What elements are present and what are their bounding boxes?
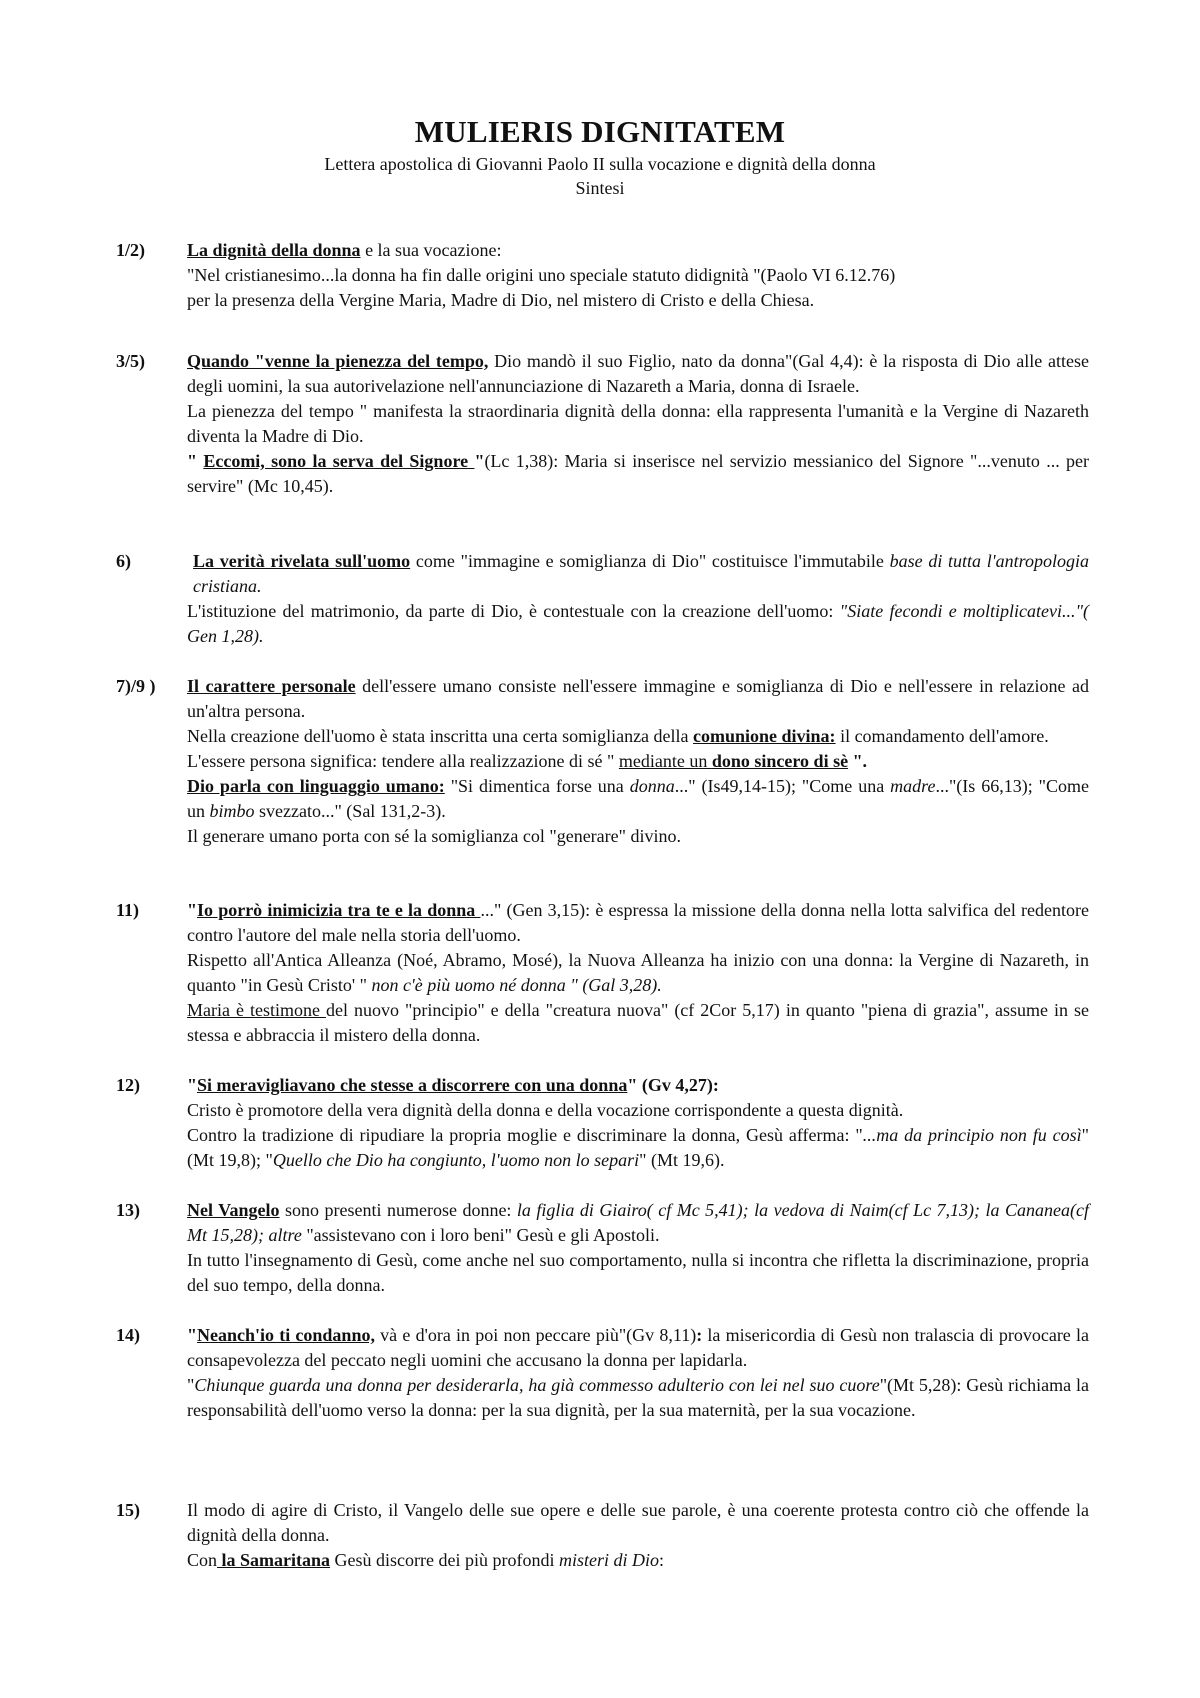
paragraph: [187, 1123, 1089, 1173]
text-run: ..." (Is49,14-15); "Come una: [674, 776, 891, 796]
heading-phrase: La verità rivelata sull'uomo: [193, 551, 411, 571]
text-run: "(Mt 19,8); ": [187, 1125, 1089, 1170]
text-run: Nella creazione dell'uomo è stata inscritta una certa somiglianza della: [187, 726, 694, 746]
section-number: 11): [116, 900, 140, 920]
text-run: ": [187, 1325, 197, 1345]
text-run: non c'è più uomo né donna " (Gal 3,28).: [371, 975, 662, 995]
paragraph: [187, 1198, 1089, 1248]
text-run: donna: [629, 776, 675, 796]
paragraph: [187, 674, 1089, 724]
paragraph: [187, 749, 1089, 774]
text-run: e la sua vocazione:: [360, 240, 502, 260]
text-run: " (Mt 19,6).: [639, 1150, 725, 1170]
heading-phrase: comunione divina:: [693, 726, 836, 746]
heading-phrase: La dignità della donna: [187, 240, 361, 260]
text-run: "assistevano con i loro beni" Gesù e gli Apostoli.: [301, 1225, 660, 1245]
text-run: ..." (Gen 3,15): è espressa la missione della donna nella lotta salvifica del redentore contro l'autore del male nella storia dell'uomo.: [187, 900, 1089, 945]
paragraph: La pienezza del tempo " manifesta la straordinaria dignità della donna: ella rappresenta l'umanità e la Vergine di Nazareth diventa la Madre di Dio.: [187, 401, 1089, 446]
section-text: [187, 238, 1089, 313]
document-subtitle-sintesi: Sintesi: [575, 178, 625, 198]
section-number: 14): [116, 1325, 140, 1345]
text-run: và e d'ora in poi non peccare più"(Gv 8,11): [374, 1325, 697, 1345]
text-run: :: [696, 1325, 703, 1345]
heading-phrase: Dio parla con linguaggio umano:: [187, 776, 445, 796]
section-text: [187, 349, 1089, 499]
paragraph: [187, 238, 1089, 263]
text-run: il comandamento dell'amore.: [835, 726, 1049, 746]
text-run: bimbo: [209, 801, 255, 821]
section-text: [187, 674, 1089, 849]
heading-phrase: Eccomi, sono la serva del Signore: [203, 451, 475, 471]
text-run: misteri di Dio: [558, 1550, 659, 1570]
heading-phrase: Si meravigliavano che stesse a discorrere con una donna: [197, 1075, 628, 1095]
text-run: "(Mt 5,28): Gesù richiama la responsabilità dell'uomo verso la donna: per la sua dignità, per la sua maternità, per la sua vocazione.: [187, 1375, 1089, 1420]
text-run: Quello che Dio ha congiunto, l'uomo non lo separi: [272, 1150, 640, 1170]
paragraph: [187, 1373, 1089, 1423]
text-run: ": [187, 451, 204, 471]
text-run: sono presenti numerose donne:: [279, 1200, 517, 1220]
text-run: :: [659, 1550, 665, 1570]
paragraph: In tutto l'insegnamento di Gesù, come anche nel suo comportamento, nulla si incontra che rifletta la discriminazione, propria del suo tempo, della donna.: [187, 1250, 1089, 1295]
paragraph: [187, 1073, 1089, 1098]
text-run: ": [187, 1075, 197, 1095]
paragraph: [187, 998, 1089, 1048]
heading-phrase: Nel Vangelo: [187, 1200, 280, 1220]
heading-phrase: Io porrò inimicizia tra te e la donna: [197, 900, 481, 920]
section-text: [187, 1073, 1089, 1173]
text-run: L'istituzione del matrimonio, da parte di Dio, è contestuale con la creazione dell'uomo:: [187, 601, 840, 621]
paragraph: [187, 1323, 1089, 1373]
document-title: MULIERIS DIGNITATEM: [414, 114, 786, 149]
heading-phrase: Neanch'io ti condanno,: [197, 1325, 375, 1345]
text-run: Dio mandò il suo Figlio, nato da donna"(Gal 4,4): è la risposta di Dio alle attese degli uomini, la sua autorivelazione nell'annunciazione di Nazareth a Maria, donna di Israele.: [187, 351, 1089, 396]
paragraph: [187, 948, 1089, 998]
text-run: dell'essere umano consiste nell'essere immagine e somiglianza di Dio e nell'essere in relazione ad un'altra persona.: [187, 676, 1089, 721]
document-subtitle: Lettera apostolica di Giovanni Paolo II sulla vocazione e dignità della donna: [324, 154, 876, 174]
text-run: "Si dimentica forse una: [444, 776, 630, 796]
heading-phrase: la Samaritana: [217, 1550, 331, 1570]
section-text: [187, 1198, 1089, 1298]
section-text: [187, 898, 1089, 1048]
text-run: ..."(Is 66,13); "Come un: [187, 776, 1089, 821]
paragraph: Il generare umano porta con sé la somiglianza col "generare" divino.: [187, 826, 681, 846]
text-run: "Siate fecondi e moltiplicatevi..."( Gen 1,28).: [187, 601, 1089, 646]
text-run: del nuovo "principio" e della "creatura nuova" (cf 2Cor 5,17) in quanto "piena di grazia", assume in se stessa e abbraccia il mistero della donna.: [187, 1000, 1089, 1045]
section-text: [187, 1498, 1089, 1573]
text-run: base di tutta l'antropologia cristiana.: [193, 551, 1089, 596]
paragraph: per la presenza della Vergine Maria, Madre di Dio, nel mistero di Cristo e della Chiesa.: [187, 290, 815, 310]
text-run: ": [474, 451, 485, 471]
text-run: ...ma da principio non fu così: [862, 1125, 1082, 1145]
heading-phrase: Quando "venne la pienezza del tempo,: [187, 351, 489, 371]
section-number: 6): [116, 551, 131, 571]
section-number: 13): [116, 1200, 140, 1220]
section-number: 12): [116, 1075, 140, 1095]
section-number: 1/2): [116, 240, 145, 260]
text-run: madre: [890, 776, 936, 796]
text-run: Chiunque guarda una donna per desiderarla, ha già commesso adulterio con lei nel suo cuore: [194, 1375, 880, 1395]
text-run: Rispetto all'Antica Alleanza (Noé, Abramo, Mosé), la Nuova Alleanza ha inizio con una donna: la Vergine di Nazareth, in quanto "in Gesù Cristo' ": [187, 950, 1089, 995]
text-run: svezzato..." (Sal 131,2-3).: [254, 801, 446, 821]
paragraph: [187, 549, 1089, 599]
text-run: Contro la tradizione di ripudiare la propria moglie e discriminare la donna, Gesù afferma: ": [187, 1125, 863, 1145]
text-run: L'essere persona significa: tendere alla realizzazione di sé ": [187, 751, 619, 771]
paragraph: [187, 1548, 1089, 1573]
paragraph: Cristo è promotore della vera dignità della donna e della vocazione corrispondente a questa dignità.: [187, 1100, 904, 1120]
paragraph: [187, 599, 1089, 649]
section-text: [187, 549, 1089, 649]
heading-phrase: Il carattere personale: [187, 676, 356, 696]
underlined-phrase: Maria è testimone: [187, 1000, 326, 1020]
paragraph: [187, 349, 1089, 399]
section-text: [187, 1323, 1089, 1423]
paragraph: "Nel cristianesimo...la donna ha fin dalle origini uno speciale statuto didignità "(Paolo VI 6.12.76): [187, 265, 896, 285]
paragraph: [187, 774, 1089, 824]
text-run: come "immagine e somiglianza di Dio" costituisce l'immutabile: [410, 551, 890, 571]
text-run: la misericordia di Gesù non tralascia di provocare la consapevolezza del peccato negli uomini che accusano la donna per lapidarla.: [187, 1325, 1090, 1370]
section-number: 15): [116, 1500, 140, 1520]
text-run: Gesù discorre dei più profondi: [330, 1550, 559, 1570]
paragraph: [187, 449, 1089, 499]
text-run: ".: [848, 751, 868, 771]
section-number: 7)/9 ): [116, 676, 156, 696]
section-number: 3/5): [116, 351, 145, 371]
underlined-phrase: mediante un: [618, 751, 712, 771]
text-run: " (Gv 4,27):: [627, 1075, 719, 1095]
text-run: ": [187, 900, 197, 920]
text-run: ": [187, 1375, 195, 1395]
text-run: Con: [187, 1550, 218, 1570]
text-run: la figlia di Giairo( cf Mc 5,41); la vedova di Naim(cf Lc 7,13); la Cananea(cf Mt 15,28); altre: [187, 1200, 1090, 1245]
heading-phrase: dono sincero di sè: [711, 751, 849, 771]
text-run: (Lc 1,38): Maria si inserisce nel servizio messianico del Signore "...venuto ... per servire" (Mc 10,45).: [187, 451, 1090, 496]
paragraph: [187, 898, 1089, 948]
paragraph: Il modo di agire di Cristo, il Vangelo delle sue opere e delle sue parole, è una coerente protesta contro ciò che offende la dignità della donna.: [187, 1500, 1089, 1545]
paragraph: [187, 724, 1089, 749]
